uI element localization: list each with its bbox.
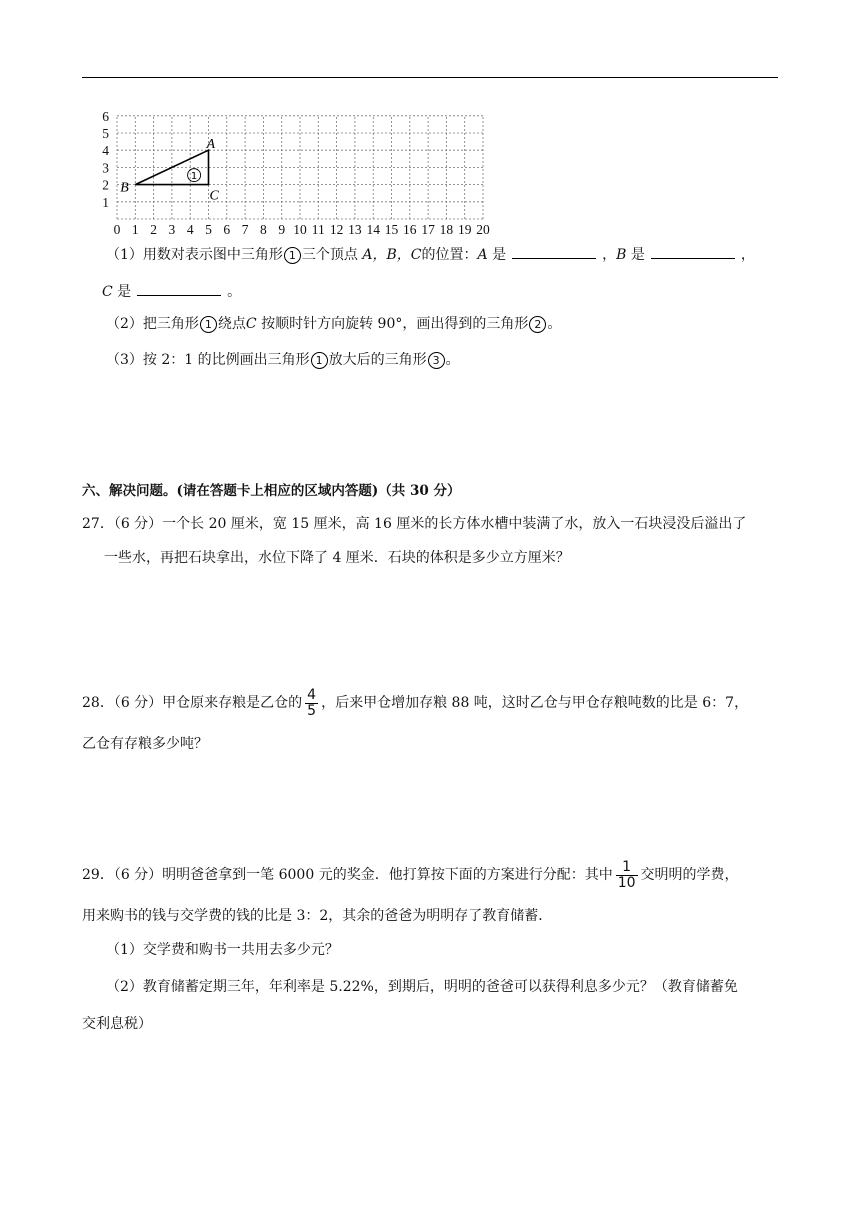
section-6-heading: 六、解决问题。(请在答题卡上相应的区域内答题)（共 30 分） xyxy=(82,483,461,499)
x-tick-label: 17 xyxy=(421,222,435,237)
triangle-label-number: 1 xyxy=(190,171,198,183)
q26-p2-text-a: （2）把三角形 xyxy=(106,316,199,332)
fraction-4-5 xyxy=(305,688,318,719)
q26-part1-line2 xyxy=(102,281,241,302)
answer-blank-B[interactable] xyxy=(651,244,735,259)
q26-p2-text-c: 按顺时针方向旋转 90°，画出得到的三角形 xyxy=(261,316,529,332)
is-text: 是 xyxy=(117,284,132,300)
x-tick-label: 14 xyxy=(366,222,380,237)
x-tick-label: 7 xyxy=(241,222,249,237)
q29-text-b: 交明明的学费， xyxy=(640,867,739,883)
comma: ， xyxy=(602,247,617,263)
circled-1: 1 xyxy=(284,247,301,264)
q26-part3 xyxy=(106,350,460,370)
x-tick-label: 15 xyxy=(384,222,399,237)
x-tick-label: 18 xyxy=(439,222,454,237)
x-tick-label: 2 xyxy=(150,222,157,237)
is-text: 是 xyxy=(492,247,507,263)
x-tick-label: 11 xyxy=(311,222,325,237)
coordinate-grid-figure xyxy=(95,104,505,239)
x-tick-label: 19 xyxy=(457,222,472,237)
answer-blank-A[interactable] xyxy=(512,244,596,259)
x-tick-label: 3 xyxy=(168,222,176,237)
x-tick-label: 1 xyxy=(131,222,139,237)
q29-text-a: 29．（6 分）明明爸爸拿到一笔 6000 元的奖金．他打算按下面的方案进行分配：其中 xyxy=(82,867,613,883)
q26-p2-text-b: 绕点 xyxy=(217,316,246,332)
x-tick-label: 5 xyxy=(205,222,212,237)
circled-1: 1 xyxy=(200,316,217,333)
var-B: B xyxy=(616,247,627,263)
q26-p1-text-b: 三个顶点 xyxy=(301,247,358,263)
x-tick-label: 4 xyxy=(186,222,194,237)
period: 。 xyxy=(227,284,242,300)
var-A: A xyxy=(477,247,488,263)
q26-p1-text-a: （1）用数对表示图中三角形 xyxy=(106,247,283,263)
x-tick-label: 6 xyxy=(223,222,231,237)
q26-p3-text-a: （3）按 2：1 的比例画出三角形 xyxy=(106,352,310,368)
q28-text-a: 28．（6 分）甲仓原来存粮是乙仓的 xyxy=(82,695,303,711)
q29-part1: （1）交学费和购书一共用去多少元？ xyxy=(106,942,339,958)
q26-part2 xyxy=(106,314,561,334)
q28-text-b: ，后来甲仓增加存粮 88 吨，这时乙仓与甲仓存粮吨数的比是 6：7， xyxy=(321,695,749,711)
x-tick-label: 10 xyxy=(293,222,307,237)
y-tick-label: 5 xyxy=(102,126,109,141)
fraction-denominator: 10 xyxy=(617,874,636,891)
fraction-1-10 xyxy=(616,860,638,891)
circled-1: 1 xyxy=(311,352,328,369)
q29-line1 xyxy=(82,857,739,893)
q27-line2: 一些水，再把石块拿出，水位下降了 4 厘米．石块的体积是多少立方厘米？ xyxy=(104,550,570,566)
y-tick-label: 2 xyxy=(102,177,109,193)
x-tick-label: 0 xyxy=(113,222,121,237)
vertex-label-A: A xyxy=(206,137,216,153)
var-C: C xyxy=(102,284,113,300)
vertex-label-B: B xyxy=(120,180,129,196)
is-text: 是 xyxy=(630,247,645,263)
circled-3: 3 xyxy=(428,352,445,369)
x-tick-label: 13 xyxy=(348,222,362,237)
q26-p1-vars: A，B，C xyxy=(362,247,422,263)
q29-part2-line1: （2）教育储蓄定期三年，年利率是 5.22%，到期后，明明的爸爸可以获得利息多少元？（教育储蓄免 xyxy=(106,979,738,995)
answer-blank-C[interactable] xyxy=(137,281,221,296)
q26-part1-line1 xyxy=(106,244,755,265)
var-C: C xyxy=(245,316,257,332)
y-tick-label: 4 xyxy=(102,143,109,159)
vertex-label-C: C xyxy=(209,188,219,204)
x-tick-label: 16 xyxy=(403,222,417,237)
q29-line2: 用来购书的钱与交学费的钱的比是 3：2，其余的爸爸为明明存了教育储蓄． xyxy=(82,908,553,924)
fraction-numerator: 4 xyxy=(307,686,317,703)
period: 。 xyxy=(547,316,562,332)
x-tick-label: 12 xyxy=(329,222,344,237)
q26-p1-text-c: 的位置： xyxy=(421,247,478,263)
header-rule xyxy=(82,77,778,78)
q27-line1: 27．（6 分）一个长 20 厘米，宽 15 厘米，高 16 厘米的长方体水槽中装满了水，放入一石块浸没后溢出了 xyxy=(82,516,747,532)
q29-part2-line2: 交利息税） xyxy=(82,1016,152,1032)
x-tick-label: 9 xyxy=(278,222,286,237)
circled-2: 2 xyxy=(529,316,546,333)
y-tick-label: 3 xyxy=(102,160,109,176)
q26-p3-text-b: 放大后的三角形 xyxy=(328,352,427,368)
fraction-denominator: 5 xyxy=(307,702,317,719)
grid-svg xyxy=(95,104,505,239)
y-tick-label: 1 xyxy=(102,194,109,210)
x-tick-label: 8 xyxy=(260,222,267,237)
q28-line1 xyxy=(82,685,748,721)
q28-line2: 乙仓有存粮多少吨？ xyxy=(82,736,208,752)
comma: ， xyxy=(740,247,755,263)
period: 。 xyxy=(445,352,460,368)
fraction-numerator: 1 xyxy=(616,860,638,876)
x-tick-label: 20 xyxy=(476,222,490,237)
y-tick-label: 6 xyxy=(102,108,109,124)
